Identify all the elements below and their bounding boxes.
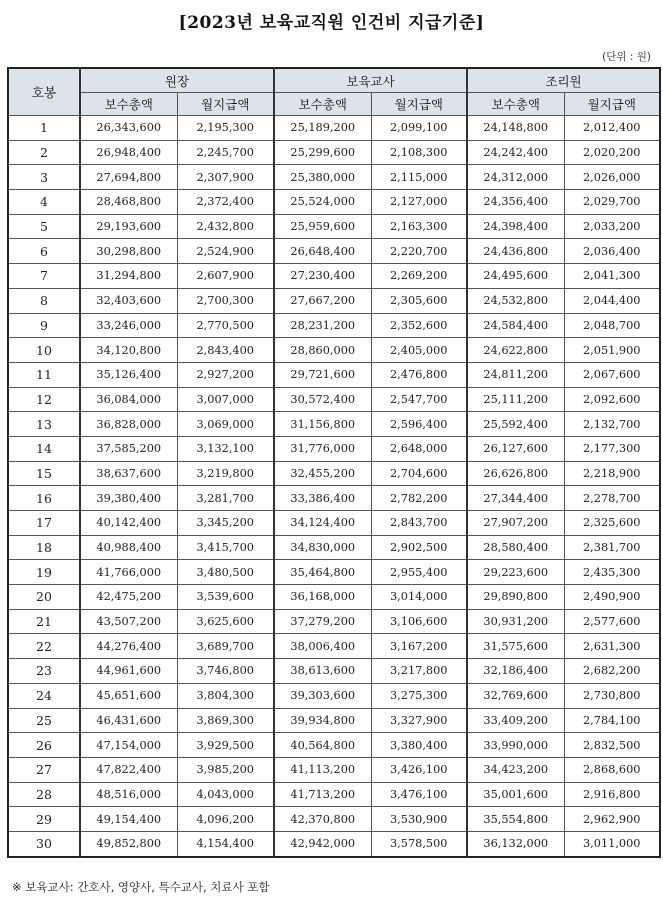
step-cell: 15: [8, 461, 80, 486]
cook-monthly-cell: 3,011,000: [564, 831, 660, 856]
footnote: ※ 보육교사: 간호사, 영양사, 특수교사, 치료사 포함: [12, 880, 270, 894]
teacher-total-cell: 41,113,200: [274, 757, 371, 782]
director-total-cell: 37,585,200: [80, 436, 177, 461]
cook-total-cell: 24,532,800: [467, 288, 564, 313]
table-row: [8, 486, 660, 511]
teacher-monthly-cell: 2,902,500: [371, 535, 467, 560]
cook-total-cell: 29,890,800: [467, 585, 564, 610]
table-row: [8, 659, 660, 684]
teacher-monthly-cell: 2,405,000: [371, 338, 467, 363]
cook-total-cell: 27,907,200: [467, 511, 564, 536]
director-monthly-cell: 2,700,300: [177, 288, 274, 313]
unit-label: (단위 : 원): [602, 51, 651, 63]
cook-monthly-cell: 2,916,800: [564, 782, 660, 807]
step-cell: 23: [8, 659, 80, 684]
table-row: [8, 461, 660, 486]
director-monthly-cell: 3,415,700: [177, 535, 274, 560]
table-row: [8, 190, 660, 215]
table-row: [8, 733, 660, 758]
table-row: [8, 757, 660, 782]
teacher-total-cell: 27,230,400: [274, 264, 371, 289]
director-monthly-cell: 2,245,700: [177, 140, 274, 165]
step-cell: 25: [8, 708, 80, 733]
director-monthly-cell: 2,927,200: [177, 362, 274, 387]
teacher-monthly-cell: 3,217,800: [371, 659, 467, 684]
step-cell: 19: [8, 560, 80, 585]
table-row: [8, 116, 660, 141]
teacher-total-cell: 31,156,800: [274, 412, 371, 437]
cook-total-cell: 28,580,400: [467, 535, 564, 560]
header-sub-monthly: 월지급액: [564, 93, 660, 116]
table-row: [8, 436, 660, 461]
page-title: [2023년 보육교직원 인건비 지급기준]: [178, 13, 485, 33]
step-cell: 12: [8, 387, 80, 412]
table-row: [8, 708, 660, 733]
teacher-monthly-cell: 2,352,600: [371, 313, 467, 338]
header-sub-total: 보수총액: [467, 93, 564, 116]
cook-monthly-cell: 2,832,500: [564, 733, 660, 758]
director-total-cell: 46,431,600: [80, 708, 177, 733]
cook-total-cell: 24,584,400: [467, 313, 564, 338]
table-row: [8, 214, 660, 239]
director-total-cell: 49,154,400: [80, 807, 177, 832]
teacher-total-cell: 37,279,200: [274, 609, 371, 634]
table-row: [8, 585, 660, 610]
cook-monthly-cell: 2,631,300: [564, 634, 660, 659]
cook-monthly-cell: 2,682,200: [564, 659, 660, 684]
director-total-cell: 42,475,200: [80, 585, 177, 610]
director-total-cell: 43,507,200: [80, 609, 177, 634]
director-monthly-cell: 3,869,300: [177, 708, 274, 733]
table-row: [8, 313, 660, 338]
cook-total-cell: 32,769,600: [467, 683, 564, 708]
cook-total-cell: 25,111,200: [467, 387, 564, 412]
director-monthly-cell: 4,096,200: [177, 807, 274, 832]
cook-monthly-cell: 2,784,100: [564, 708, 660, 733]
cook-total-cell: 24,398,400: [467, 214, 564, 239]
step-cell: 24: [8, 683, 80, 708]
teacher-monthly-cell: 2,269,200: [371, 264, 467, 289]
step-cell: 9: [8, 313, 80, 338]
teacher-monthly-cell: 2,704,600: [371, 461, 467, 486]
teacher-monthly-cell: 2,108,300: [371, 140, 467, 165]
director-total-cell: 40,142,400: [80, 511, 177, 536]
cook-monthly-cell: 2,278,700: [564, 486, 660, 511]
step-cell: 11: [8, 362, 80, 387]
director-monthly-cell: 4,043,000: [177, 782, 274, 807]
teacher-total-cell: 31,776,000: [274, 436, 371, 461]
table-row: [8, 362, 660, 387]
teacher-monthly-cell: 2,127,000: [371, 190, 467, 215]
director-monthly-cell: 3,539,600: [177, 585, 274, 610]
director-monthly-cell: 2,607,900: [177, 264, 274, 289]
cook-monthly-cell: 2,026,000: [564, 165, 660, 190]
teacher-total-cell: 29,721,600: [274, 362, 371, 387]
cook-monthly-cell: 2,044,400: [564, 288, 660, 313]
teacher-monthly-cell: 2,955,400: [371, 560, 467, 585]
teacher-monthly-cell: 2,596,400: [371, 412, 467, 437]
cook-monthly-cell: 2,067,600: [564, 362, 660, 387]
teacher-monthly-cell: 3,106,600: [371, 609, 467, 634]
cook-total-cell: 29,223,600: [467, 560, 564, 585]
cook-total-cell: 24,242,400: [467, 140, 564, 165]
cook-total-cell: 24,312,000: [467, 165, 564, 190]
table-row: [8, 140, 660, 165]
cook-total-cell: 27,344,400: [467, 486, 564, 511]
director-monthly-cell: 3,985,200: [177, 757, 274, 782]
cook-total-cell: 35,001,600: [467, 782, 564, 807]
header-sub-total: 보수총액: [274, 93, 371, 116]
teacher-monthly-cell: 2,305,600: [371, 288, 467, 313]
cook-monthly-cell: 2,962,900: [564, 807, 660, 832]
director-monthly-cell: 2,307,900: [177, 165, 274, 190]
header-group-teacher: 보육교사: [274, 68, 467, 93]
cook-monthly-cell: 2,381,700: [564, 535, 660, 560]
teacher-total-cell: 26,648,400: [274, 239, 371, 264]
cook-monthly-cell: 2,730,800: [564, 683, 660, 708]
director-monthly-cell: 2,195,300: [177, 116, 274, 141]
teacher-monthly-cell: 2,476,800: [371, 362, 467, 387]
director-monthly-cell: 2,843,400: [177, 338, 274, 363]
teacher-monthly-cell: 2,220,700: [371, 239, 467, 264]
step-cell: 22: [8, 634, 80, 659]
table-row: [8, 560, 660, 585]
teacher-total-cell: 25,380,000: [274, 165, 371, 190]
director-total-cell: 27,694,800: [80, 165, 177, 190]
teacher-total-cell: 42,370,800: [274, 807, 371, 832]
teacher-total-cell: 39,303,600: [274, 683, 371, 708]
director-total-cell: 29,193,600: [80, 214, 177, 239]
cook-monthly-cell: 2,325,600: [564, 511, 660, 536]
teacher-total-cell: 25,299,600: [274, 140, 371, 165]
teacher-monthly-cell: 3,275,300: [371, 683, 467, 708]
teacher-monthly-cell: 3,380,400: [371, 733, 467, 758]
step-cell: 1: [8, 116, 80, 141]
director-total-cell: 47,154,000: [80, 733, 177, 758]
teacher-total-cell: 30,572,400: [274, 387, 371, 412]
step-cell: 17: [8, 511, 80, 536]
cook-monthly-cell: 2,033,200: [564, 214, 660, 239]
director-monthly-cell: 2,432,800: [177, 214, 274, 239]
director-monthly-cell: 3,345,200: [177, 511, 274, 536]
director-monthly-cell: 3,219,800: [177, 461, 274, 486]
cook-total-cell: 33,990,000: [467, 733, 564, 758]
cook-total-cell: 31,575,600: [467, 634, 564, 659]
director-total-cell: 49,852,800: [80, 831, 177, 856]
director-monthly-cell: 3,281,700: [177, 486, 274, 511]
table-row: [8, 239, 660, 264]
teacher-total-cell: 40,564,800: [274, 733, 371, 758]
teacher-total-cell: 32,455,200: [274, 461, 371, 486]
director-total-cell: 36,084,000: [80, 387, 177, 412]
cook-total-cell: 24,356,400: [467, 190, 564, 215]
teacher-monthly-cell: 3,327,900: [371, 708, 467, 733]
teacher-monthly-cell: 2,782,200: [371, 486, 467, 511]
step-cell: 4: [8, 190, 80, 215]
step-cell: 30: [8, 831, 80, 856]
director-monthly-cell: 3,929,500: [177, 733, 274, 758]
cook-monthly-cell: 2,092,600: [564, 387, 660, 412]
cook-total-cell: 34,423,200: [467, 757, 564, 782]
table-row: [8, 511, 660, 536]
table-row: [8, 683, 660, 708]
teacher-total-cell: 41,713,200: [274, 782, 371, 807]
cook-monthly-cell: 2,051,900: [564, 338, 660, 363]
cook-monthly-cell: 2,435,300: [564, 560, 660, 585]
director-monthly-cell: 3,746,800: [177, 659, 274, 684]
teacher-monthly-cell: 2,163,300: [371, 214, 467, 239]
table-row: [8, 412, 660, 437]
step-cell: 14: [8, 436, 80, 461]
teacher-total-cell: 28,860,000: [274, 338, 371, 363]
cook-total-cell: 24,436,800: [467, 239, 564, 264]
director-monthly-cell: 2,372,400: [177, 190, 274, 215]
teacher-monthly-cell: 2,099,100: [371, 116, 467, 141]
teacher-total-cell: 28,231,200: [274, 313, 371, 338]
step-cell: 18: [8, 535, 80, 560]
cook-monthly-cell: 2,036,400: [564, 239, 660, 264]
teacher-monthly-cell: 2,648,000: [371, 436, 467, 461]
teacher-total-cell: 27,667,200: [274, 288, 371, 313]
table-row: [8, 264, 660, 289]
teacher-total-cell: 35,464,800: [274, 560, 371, 585]
teacher-monthly-cell: 3,476,100: [371, 782, 467, 807]
teacher-total-cell: 42,942,000: [274, 831, 371, 856]
director-total-cell: 45,651,600: [80, 683, 177, 708]
cook-monthly-cell: 2,577,600: [564, 609, 660, 634]
cook-monthly-cell: 2,868,600: [564, 757, 660, 782]
header-sub-monthly: 월지급액: [371, 93, 467, 116]
teacher-monthly-cell: 3,014,000: [371, 585, 467, 610]
step-cell: 26: [8, 733, 80, 758]
table-row: [8, 165, 660, 190]
table-row: [8, 387, 660, 412]
cook-total-cell: 35,554,800: [467, 807, 564, 832]
step-cell: 2: [8, 140, 80, 165]
director-total-cell: 30,298,800: [80, 239, 177, 264]
cook-total-cell: 24,148,800: [467, 116, 564, 141]
director-monthly-cell: 3,689,700: [177, 634, 274, 659]
director-monthly-cell: 2,524,900: [177, 239, 274, 264]
cook-monthly-cell: 2,490,900: [564, 585, 660, 610]
teacher-total-cell: 38,006,400: [274, 634, 371, 659]
cook-total-cell: 26,127,600: [467, 436, 564, 461]
step-cell: 29: [8, 807, 80, 832]
director-total-cell: 26,343,600: [80, 116, 177, 141]
director-monthly-cell: 3,132,100: [177, 436, 274, 461]
header-sub-total: 보수총액: [80, 93, 177, 116]
teacher-monthly-cell: 3,426,100: [371, 757, 467, 782]
director-monthly-cell: 3,480,500: [177, 560, 274, 585]
table-row: [8, 609, 660, 634]
table-row: [8, 535, 660, 560]
cook-total-cell: 24,495,600: [467, 264, 564, 289]
teacher-monthly-cell: 3,167,200: [371, 634, 467, 659]
cook-total-cell: 30,931,200: [467, 609, 564, 634]
cook-monthly-cell: 2,048,700: [564, 313, 660, 338]
cook-total-cell: 24,622,800: [467, 338, 564, 363]
step-cell: 7: [8, 264, 80, 289]
director-monthly-cell: 3,007,000: [177, 387, 274, 412]
cook-monthly-cell: 2,218,900: [564, 461, 660, 486]
cook-total-cell: 36,132,000: [467, 831, 564, 856]
cook-total-cell: 24,811,200: [467, 362, 564, 387]
director-total-cell: 41,766,000: [80, 560, 177, 585]
teacher-total-cell: 38,613,600: [274, 659, 371, 684]
teacher-total-cell: 36,168,000: [274, 585, 371, 610]
teacher-total-cell: 25,959,600: [274, 214, 371, 239]
salary-table: [7, 67, 661, 858]
teacher-monthly-cell: 2,843,700: [371, 511, 467, 536]
teacher-monthly-cell: 3,530,900: [371, 807, 467, 832]
step-cell: 28: [8, 782, 80, 807]
director-total-cell: 39,380,400: [80, 486, 177, 511]
step-cell: 20: [8, 585, 80, 610]
teacher-total-cell: 34,124,400: [274, 511, 371, 536]
teacher-total-cell: 33,386,400: [274, 486, 371, 511]
cook-monthly-cell: 2,041,300: [564, 264, 660, 289]
director-total-cell: 31,294,800: [80, 264, 177, 289]
step-cell: 21: [8, 609, 80, 634]
cook-monthly-cell: 2,177,300: [564, 436, 660, 461]
cook-monthly-cell: 2,132,700: [564, 412, 660, 437]
table-row: [8, 288, 660, 313]
cook-total-cell: 33,409,200: [467, 708, 564, 733]
director-total-cell: 47,822,400: [80, 757, 177, 782]
header-sub-monthly: 월지급액: [177, 93, 274, 116]
director-monthly-cell: 3,625,600: [177, 609, 274, 634]
step-cell: 10: [8, 338, 80, 363]
director-total-cell: 28,468,800: [80, 190, 177, 215]
teacher-total-cell: 25,189,200: [274, 116, 371, 141]
step-cell: 16: [8, 486, 80, 511]
teacher-monthly-cell: 2,547,700: [371, 387, 467, 412]
cook-monthly-cell: 2,020,200: [564, 140, 660, 165]
step-cell: 5: [8, 214, 80, 239]
table-row: [8, 634, 660, 659]
director-total-cell: 33,246,000: [80, 313, 177, 338]
teacher-total-cell: 39,934,800: [274, 708, 371, 733]
step-cell: 8: [8, 288, 80, 313]
teacher-total-cell: 34,830,000: [274, 535, 371, 560]
director-total-cell: 40,988,400: [80, 535, 177, 560]
director-monthly-cell: 3,804,300: [177, 683, 274, 708]
header-group-director: 원장: [80, 68, 274, 93]
teacher-monthly-cell: 2,115,000: [371, 165, 467, 190]
header-group-cook: 조리원: [467, 68, 660, 93]
step-cell: 3: [8, 165, 80, 190]
cook-monthly-cell: 2,029,700: [564, 190, 660, 215]
director-total-cell: 44,276,400: [80, 634, 177, 659]
director-total-cell: 26,948,400: [80, 140, 177, 165]
table-body: [8, 116, 660, 857]
director-total-cell: 35,126,400: [80, 362, 177, 387]
cook-monthly-cell: 2,012,400: [564, 116, 660, 141]
table-row: [8, 338, 660, 363]
teacher-total-cell: 25,524,000: [274, 190, 371, 215]
director-total-cell: 48,516,000: [80, 782, 177, 807]
table-row: [8, 782, 660, 807]
header-step: 호봉: [8, 68, 80, 116]
director-total-cell: 36,828,000: [80, 412, 177, 437]
cook-total-cell: 25,592,400: [467, 412, 564, 437]
director-monthly-cell: 4,154,400: [177, 831, 274, 856]
step-cell: 27: [8, 757, 80, 782]
director-total-cell: 38,637,600: [80, 461, 177, 486]
step-cell: 13: [8, 412, 80, 437]
director-total-cell: 32,403,600: [80, 288, 177, 313]
director-monthly-cell: 3,069,000: [177, 412, 274, 437]
director-total-cell: 34,120,800: [80, 338, 177, 363]
step-cell: 6: [8, 239, 80, 264]
teacher-monthly-cell: 3,578,500: [371, 831, 467, 856]
cook-total-cell: 32,186,400: [467, 659, 564, 684]
table-row: [8, 831, 660, 856]
director-total-cell: 44,961,600: [80, 659, 177, 684]
cook-total-cell: 26,626,800: [467, 461, 564, 486]
director-monthly-cell: 2,770,500: [177, 313, 274, 338]
table-row: [8, 807, 660, 832]
